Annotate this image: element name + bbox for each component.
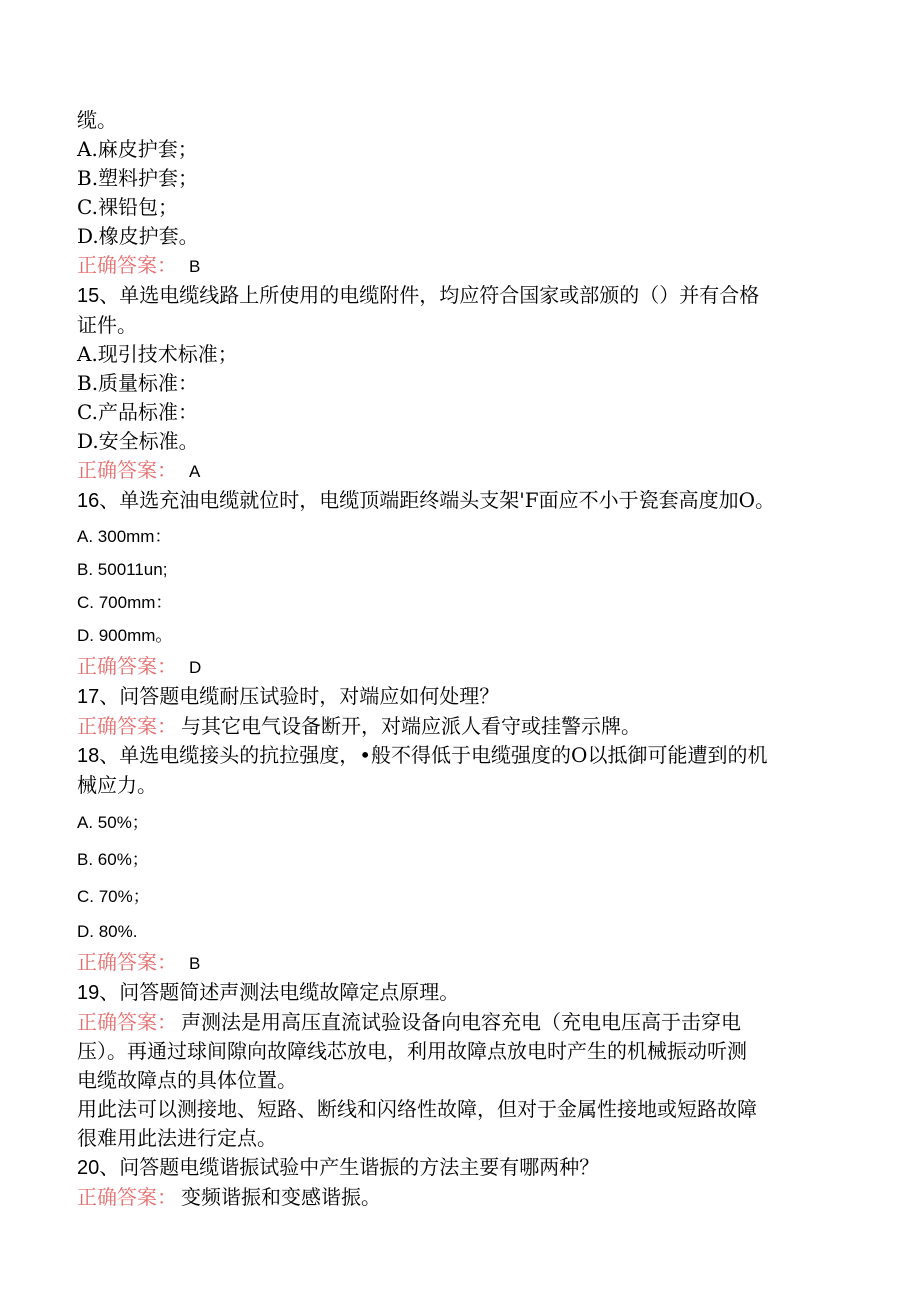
q18-answer (77, 948, 837, 978)
q15-option-d: D.安全标准。 (77, 429, 199, 453)
q15-option-b: B.质量标准： (77, 371, 199, 395)
answer-value: 与其它电气设备断开，对端应派人看守或挂警示牌。 (181, 714, 641, 738)
question-15-cont: 证件。 (77, 313, 137, 337)
question-number: 20、 (77, 1157, 120, 1179)
question-16 (77, 486, 837, 516)
question-18-cont: 械应力。 (77, 773, 157, 797)
q16-option-d: D. 900mm。 (77, 626, 173, 645)
answer-label: 正确答案： (77, 458, 177, 482)
question-number: 18、 (77, 745, 120, 767)
q18-option-c: C. 70%； (77, 887, 150, 906)
answer-label: 正确答案： (77, 714, 177, 738)
q16-option-b: B. 50011un; (77, 560, 168, 579)
question-number: 19、 (77, 982, 120, 1004)
answer-label: 正确答案： (77, 1185, 177, 1209)
question-number: 17、 (77, 686, 120, 708)
q16-option-a: A. 300mm： (77, 527, 172, 546)
answer-value: 声测法是用高压直流试验设备向电容充电（充电电压高于击穿电 (181, 1010, 741, 1034)
q14-answer (77, 251, 837, 281)
answer-label: 正确答案： (77, 654, 177, 678)
question-number: 15、 (77, 285, 120, 307)
question-text: 问答题电缆耐压试验时，对端应如何处理？ (119, 684, 500, 708)
question-text: 问答题电缆谐振试验中产生谐振的方法主要有哪两种？ (119, 1155, 600, 1179)
document-page (77, 106, 837, 1212)
question-text: 单选电缆接头的抗拉强度，•般不得低于电缆强度的O以抵御可能遭到的机 (119, 743, 768, 767)
answer-value: A (189, 462, 201, 481)
answer-value: B (189, 257, 201, 276)
question-number: 16、 (77, 490, 120, 512)
question-20 (77, 1153, 837, 1183)
question-19 (77, 978, 837, 1008)
q14-option-c: C.裸铅包； (77, 195, 178, 219)
question-17 (77, 682, 837, 712)
q15-option-a: A.现引技术标准； (77, 342, 238, 366)
q19-answer-cont-3: 用此法可以测接地、短路、断线和闪络性故障，但对于金属性接地或短路故障 (77, 1097, 757, 1121)
q19-answer-cont-4: 很难用此法进行定点。 (77, 1126, 277, 1150)
answer-label: 正确答案： (77, 950, 177, 974)
q15-answer (77, 456, 837, 486)
answer-value: 变频谐振和变感谐振。 (181, 1185, 381, 1209)
q18-option-b: B. 60%； (77, 850, 149, 869)
answer-value: B (189, 954, 201, 973)
answer-label: 正确答案： (77, 1010, 177, 1034)
q16-option-c: C. 700mm： (77, 593, 173, 612)
question-15 (77, 281, 837, 311)
question-18 (77, 741, 837, 771)
question-text: 问答题简述声测法电缆故障定点原理。 (119, 980, 460, 1004)
q17-answer (77, 712, 837, 741)
q16-answer (77, 652, 837, 682)
q19-answer-cont-1: 压）。再通过球间隙向故障线芯放电，利用故障点放电时产生的机械振动听测 (77, 1039, 747, 1063)
q14-option-b: B.塑料护套； (77, 166, 199, 190)
question-14-tail: 缆。 (77, 108, 117, 132)
answer-value: D (189, 658, 202, 677)
q18-option-a: A. 50%； (77, 813, 149, 832)
question-text: 单选电缆线路上所使用的电缆附件，均应符合国家或部颁的（）并有合格 (119, 283, 760, 307)
question-text: 单选充油电缆就位时，电缆顶端距终端头支架'F面应不小于瓷套高度加O。 (119, 488, 776, 512)
q20-answer (77, 1183, 837, 1212)
q18-option-d: D. 80%. (77, 922, 138, 941)
answer-label: 正确答案： (77, 253, 177, 277)
q14-option-d: D.橡皮护套。 (77, 224, 199, 248)
q14-option-a: A.麻皮护套； (77, 137, 198, 161)
q19-answer-cont-2: 电缆故障点的具体位置。 (77, 1068, 297, 1092)
q19-answer (77, 1008, 837, 1037)
q15-option-c: C.产品标准： (77, 400, 198, 424)
